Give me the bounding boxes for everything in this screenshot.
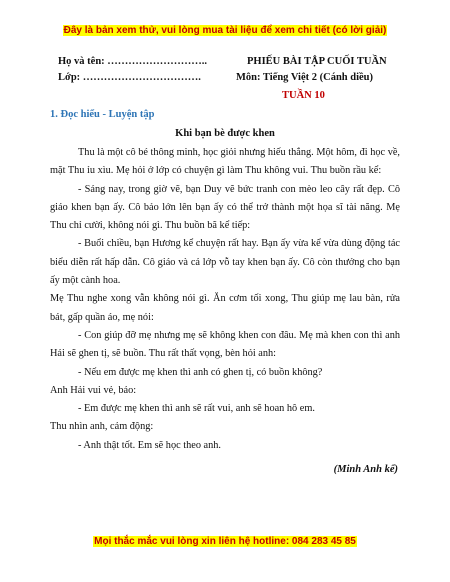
preview-banner-text: Đây là bản xem thử, vui lòng mua tài liệu để xem chi tiết (có lời giải) <box>63 25 387 36</box>
story-paragraph: Mẹ Thu nghe xong vẫn không nói gì. Ăn cơm tối xong, Thu giúp mẹ lau bàn, rửa bát, gấp quần áo, mẹ nói: <box>50 293 400 323</box>
hotline-banner-text: Mọi thắc mắc vui lòng xin liên hệ hotline: 084 283 45 85 <box>94 536 356 547</box>
story-body <box>50 144 400 455</box>
story-title: Khi bạn bè được khen <box>175 128 275 139</box>
sheet-title: PHIẾU BÀI TẬP CUỐI TUẦN <box>247 56 387 67</box>
story-paragraph: Anh Hải vui vẻ, bảo: <box>50 384 137 396</box>
section-title: 1. Đọc hiểu - Luyện tập <box>50 109 155 120</box>
story-author: (Minh Anh kể) <box>333 464 398 475</box>
story-paragraph: - Buổi chiều, bạn Hương kể chuyện rất hay. Bạn ấy vừa kể vừa dùng động tác biểu diễn rất hấp dẫn. Cô giáo và cả lớp vỗ tay khen bạn ấy. Cô còn thưởng cho bạn ấy một cành hoa. <box>50 238 400 287</box>
subject-label: Môn: Tiếng Việt 2 (Cánh diều) <box>236 72 374 83</box>
story-paragraph: Thu nhìn anh, cảm động: <box>50 421 154 433</box>
story-paragraph: - Con giúp đỡ mẹ nhưng mẹ sẽ không khen con đâu. Mẹ mà khen con thì anh Hải sẽ ghen tị, sẽ buồn. Thu rất thất vọng, bèn hỏi anh: <box>50 329 400 360</box>
story-paragraph: Thu là một cô bé thông minh, học giỏi nhưng hiếu thắng. Một hôm, đi học về, mặt Thu ỉu xìu. Mẹ hỏi ở lớp có chuyện gì làm Thu không vui. Thu buồn rầu kể: <box>50 147 400 177</box>
class-field-label: Lớp: ……………………………. <box>58 72 201 83</box>
story-paragraph: - Sáng nay, trong giờ vẽ, bạn Duy vẽ bức tranh con mèo leo cây rất đẹp. Cô giáo khen bạn ấy. Cô bảo lớn lên bạn ấy có thể trở thành một họa sĩ tài năng. Mẹ Thu chỉ cười, không nói gì. Thu buồn bã kể tiếp: <box>50 183 400 232</box>
preview-banner <box>0 25 450 36</box>
story-paragraph: - Nếu em được mẹ khen thì anh có ghen tị, có buồn không? <box>78 366 323 378</box>
week-label: TUẦN 10 <box>282 90 325 101</box>
hotline-banner <box>0 536 450 547</box>
name-field-label: Họ và tên: ……………………….. <box>58 56 208 67</box>
story-paragraph: - Em được mẹ khen thì anh sẽ rất vui, anh sẽ hoan hô em. <box>78 403 315 415</box>
story-paragraph: - Anh thật tốt. Em sẽ học theo anh. <box>78 439 221 451</box>
